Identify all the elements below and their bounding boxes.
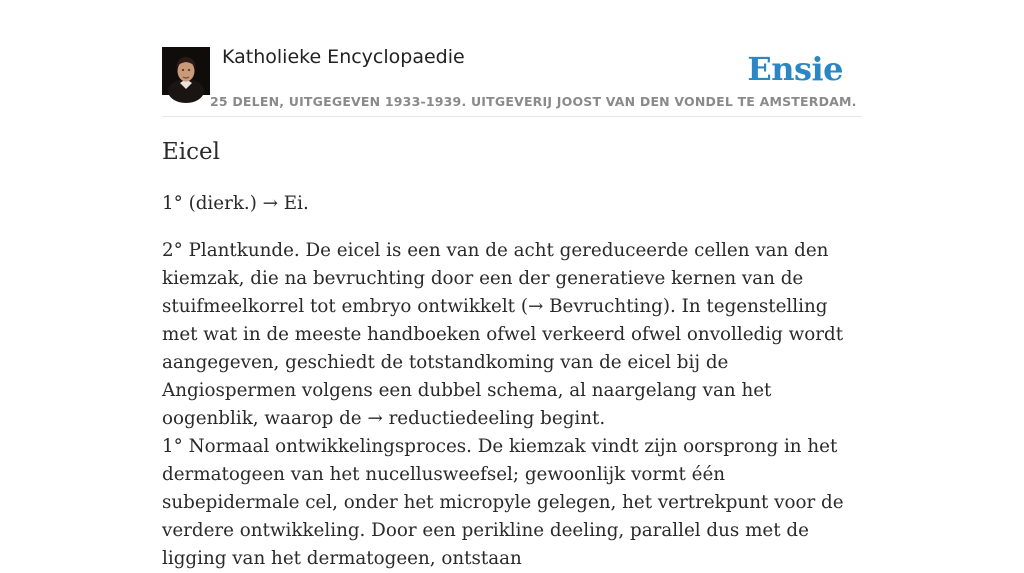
article-container: [162, 0, 862, 569]
source-header: [162, 0, 862, 117]
entry-title: Eicel: [162, 139, 220, 165]
entry-paragraph: 1° (dierk.) → Ei.: [162, 193, 309, 214]
brand-logo[interactable]: Ensie: [747, 50, 843, 88]
entry-paragraph: 1° Normaal ontwikkelingsproces. De kiemzak vindt zijn oorsprong in het dermatogeen van het nucellusweefsel; gewoonlijk vormt één subepidermale cel, onder het micropyle gelegen, het vertrekpunt voor de verdere ontwikkeling. Door een perikline deeling, parallel dus met de ligging van het dermatogeen, ontstaan: [162, 436, 844, 569]
source-avatar[interactable]: [162, 47, 210, 95]
source-meta: 25 DELEN, UITGEGEVEN 1933-1939. UITGEVERIJ JOOST VAN DEN VONDEL TE AMSTERDAM.: [210, 94, 857, 109]
source-title[interactable]: Katholieke Encyclopaedie: [222, 46, 465, 68]
portrait-icon: [162, 47, 210, 95]
entry-body: [162, 190, 862, 573]
entry-paragraph: 2° Plantkunde. De eicel is een van de acht gereduceerde cellen van den kiemzak, die na bevruchting door een der generatieve kernen van de stuifmeelkorrel tot embryo ontwikkelt (→ Bevruchting). In tegenstelling met wat in de meeste handboeken ofwel verkeerd ofwel onvolledig wordt aangegeven, geschiedt de totstandkoming van de eicel bij de Angiospermen volgens een dubbel schema, al naargelang van het oogenblik, waarop de → reductiedeeling begint.: [162, 240, 844, 429]
